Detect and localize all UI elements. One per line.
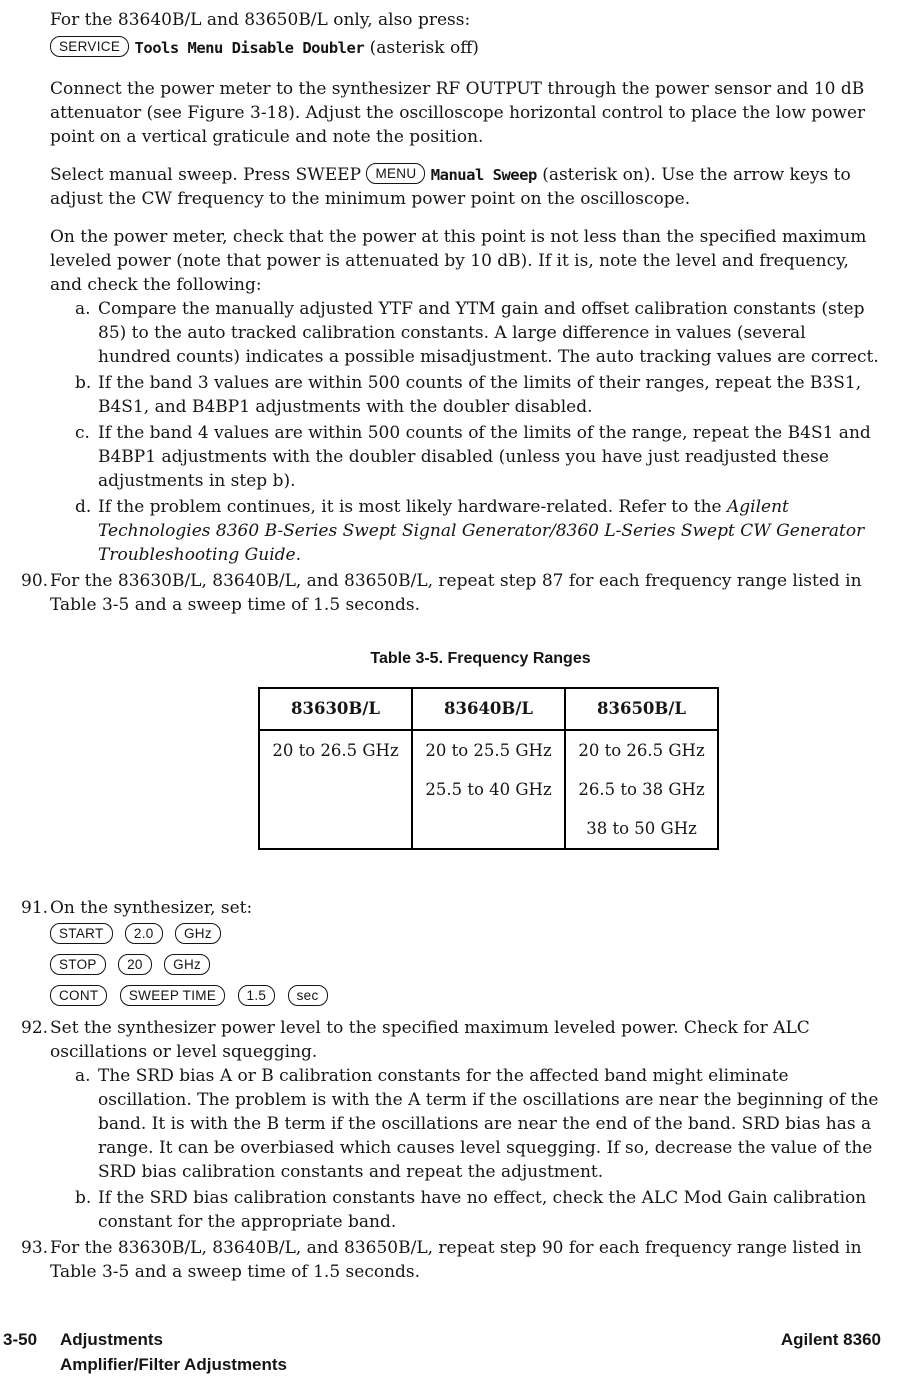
start-key: START [50, 923, 113, 944]
table-cell: 20 to 25.5 GHz [412, 730, 565, 770]
item-text: If the band 4 values are within 500 counts of the limits of the range, repeat the B4S1 and B4BP1 adjustments with the doubler disabled (unless you have just readjusted these adjustments in step b). [98, 423, 871, 491]
column-header: 83650B/L [565, 688, 718, 730]
table-cell: 20 to 26.5 GHz [565, 730, 718, 770]
step-text: For the 83630B/L, 83640B/L, and 83650B/L, repeat step 90 for each frequency range listed in Table 3-5 and a sweep time of 1.5 seconds. [50, 1238, 862, 1282]
table-header-row [259, 688, 718, 730]
footer-section: Adjustments [60, 1330, 163, 1349]
step-number: 93. [21, 1238, 49, 1258]
table-cell [412, 809, 565, 849]
cont-key: CONT [50, 985, 107, 1006]
text-post: (asterisk on). Use the arrow keys to adjust the CW frequency to the minimum power point on the oscilloscope. [50, 165, 851, 209]
item-text-book-title: Agilent Technologies 8360 B-Series Swept Signal Generator/8360 L-Series Swept CW Generator Troubleshooting Guide. [98, 497, 865, 565]
item-text: If the SRD bias calibration constants have no effect, check the ALC Mod Gain calibration constant for the appropriate band. [98, 1188, 867, 1232]
item-text-normal: If the problem continues, it is most likely hardware-related. Refer to the [98, 497, 722, 517]
footer-subsection: Amplifier/Filter Adjustments [60, 1355, 288, 1374]
menu-key: MENU [366, 163, 425, 184]
table-cell: 26.5 to 38 GHz [565, 770, 718, 809]
paragraph-connect-power-meter: Connect the power meter to the synthesizer RF OUTPUT through the power sensor and 10 dB attenuator (see Figure 3-18). Adjust the oscilloscope horizontal control to place the low power point on a vertical graticule and note the position. [50, 79, 866, 147]
ghz-key: GHz [175, 923, 221, 944]
step-number: 90. [21, 571, 49, 591]
list-item-a [75, 1064, 882, 1184]
step-number: 92. [21, 1018, 49, 1038]
intro-paragraph: For the 83640B/L and 83650B/L only, also press: [50, 10, 471, 30]
list-item-b [75, 371, 882, 419]
list-item-b [75, 1186, 882, 1234]
sec-key: sec [288, 985, 328, 1006]
digit-2-0-key: 2.0 [125, 923, 163, 944]
table-row [259, 809, 718, 849]
list-item-c [75, 421, 882, 493]
item-label: a. [75, 1066, 91, 1086]
item-label: c. [75, 423, 90, 443]
softkey-labels: Tools Menu Disable Doubler [134, 39, 365, 57]
column-header: 83640B/L [412, 688, 565, 730]
key-sequence-line [50, 36, 882, 60]
softkey-manual-sweep: Manual Sweep [430, 166, 537, 184]
table-cell [259, 809, 412, 849]
step-90 [21, 569, 882, 617]
column-header: 83630B/L [259, 688, 412, 730]
step-number: 91. [21, 898, 49, 918]
key-row-cont [50, 985, 882, 1009]
digit-20-key: 20 [118, 954, 152, 975]
table-cell: 20 to 26.5 GHz [259, 730, 412, 770]
item-label: d. [75, 497, 92, 517]
key-row-start [50, 923, 882, 947]
list-item-a [75, 297, 882, 369]
item-text: The SRD bias A or B calibration constants for the affected band might eliminate oscillation. The problem is with the A term if the oscillations are near the beginning of the band. It is with the B term if the oscillations are near the end of the band. SRD bias has a range. It can be overbiased which causes level squegging. If so, decrease the value of the SRD bias calibration constants and repeat the adjustment. [98, 1066, 879, 1182]
step-91 [21, 896, 882, 1009]
service-key: SERVICE [50, 36, 129, 57]
text-pre: Select manual sweep. Press SWEEP [50, 165, 362, 185]
step-text: On the synthesizer, set: [50, 898, 253, 918]
step-92 [21, 1016, 882, 1234]
page-number: 3-50 [3, 1330, 38, 1349]
ghz-key: GHz [164, 954, 210, 975]
table-caption: Table 3-5. Frequency Ranges [370, 650, 591, 667]
table-row [259, 770, 718, 809]
table-row [259, 730, 718, 770]
digit-1-5-key: 1.5 [238, 985, 276, 1006]
table-cell: 38 to 50 GHz [565, 809, 718, 849]
stop-key: STOP [50, 954, 106, 975]
item-label: a. [75, 299, 91, 319]
list-item-d [75, 495, 882, 567]
lettered-list [75, 1064, 882, 1234]
paragraph-power-check: On the power meter, check that the power at this point is not less than the specified maximum leveled power (note that power is attenuated by 10 dB). If it is, note the level and frequency, and check the following: [50, 227, 867, 295]
step-93 [21, 1236, 882, 1284]
item-label: b. [75, 373, 92, 393]
table-cell: 25.5 to 40 GHz [412, 770, 565, 809]
asterisk-note: (asterisk off) [369, 38, 479, 58]
step-text: Set the synthesizer power level to the specified maximum leveled power. Check for ALC oscillations or level squegging. [50, 1018, 810, 1062]
frequency-ranges-table [258, 687, 719, 850]
key-row-stop [50, 954, 882, 978]
item-text: If the band 3 values are within 500 counts of the limits of their ranges, repeat the B3S1, B4S1, and B4BP1 adjustments with the doubler disabled. [98, 373, 862, 417]
sweep-time-key: SWEEP TIME [120, 985, 225, 1006]
paragraph-manual-sweep [50, 163, 882, 211]
footer-row [3, 1327, 881, 1352]
footer-product: Agilent 8360 [780, 1330, 881, 1349]
table-section [50, 647, 882, 850]
step-text: For the 83630B/L, 83640B/L, and 83650B/L, repeat step 87 for each frequency range listed in Table 3-5 and a sweep time of 1.5 seconds. [50, 571, 862, 615]
item-text: Compare the manually adjusted YTF and YTM gain and offset calibration constants (step 85) to the auto tracked calibration constants. A large difference in values (several hundred counts) indicates a possible misadjustment. The auto tracking values are correct. [98, 299, 879, 367]
page-footer [0, 1327, 907, 1377]
footer-left [3, 1327, 163, 1352]
table-cell [259, 770, 412, 809]
item-text [98, 495, 882, 567]
lettered-list [75, 297, 882, 567]
item-label: b. [75, 1188, 92, 1208]
